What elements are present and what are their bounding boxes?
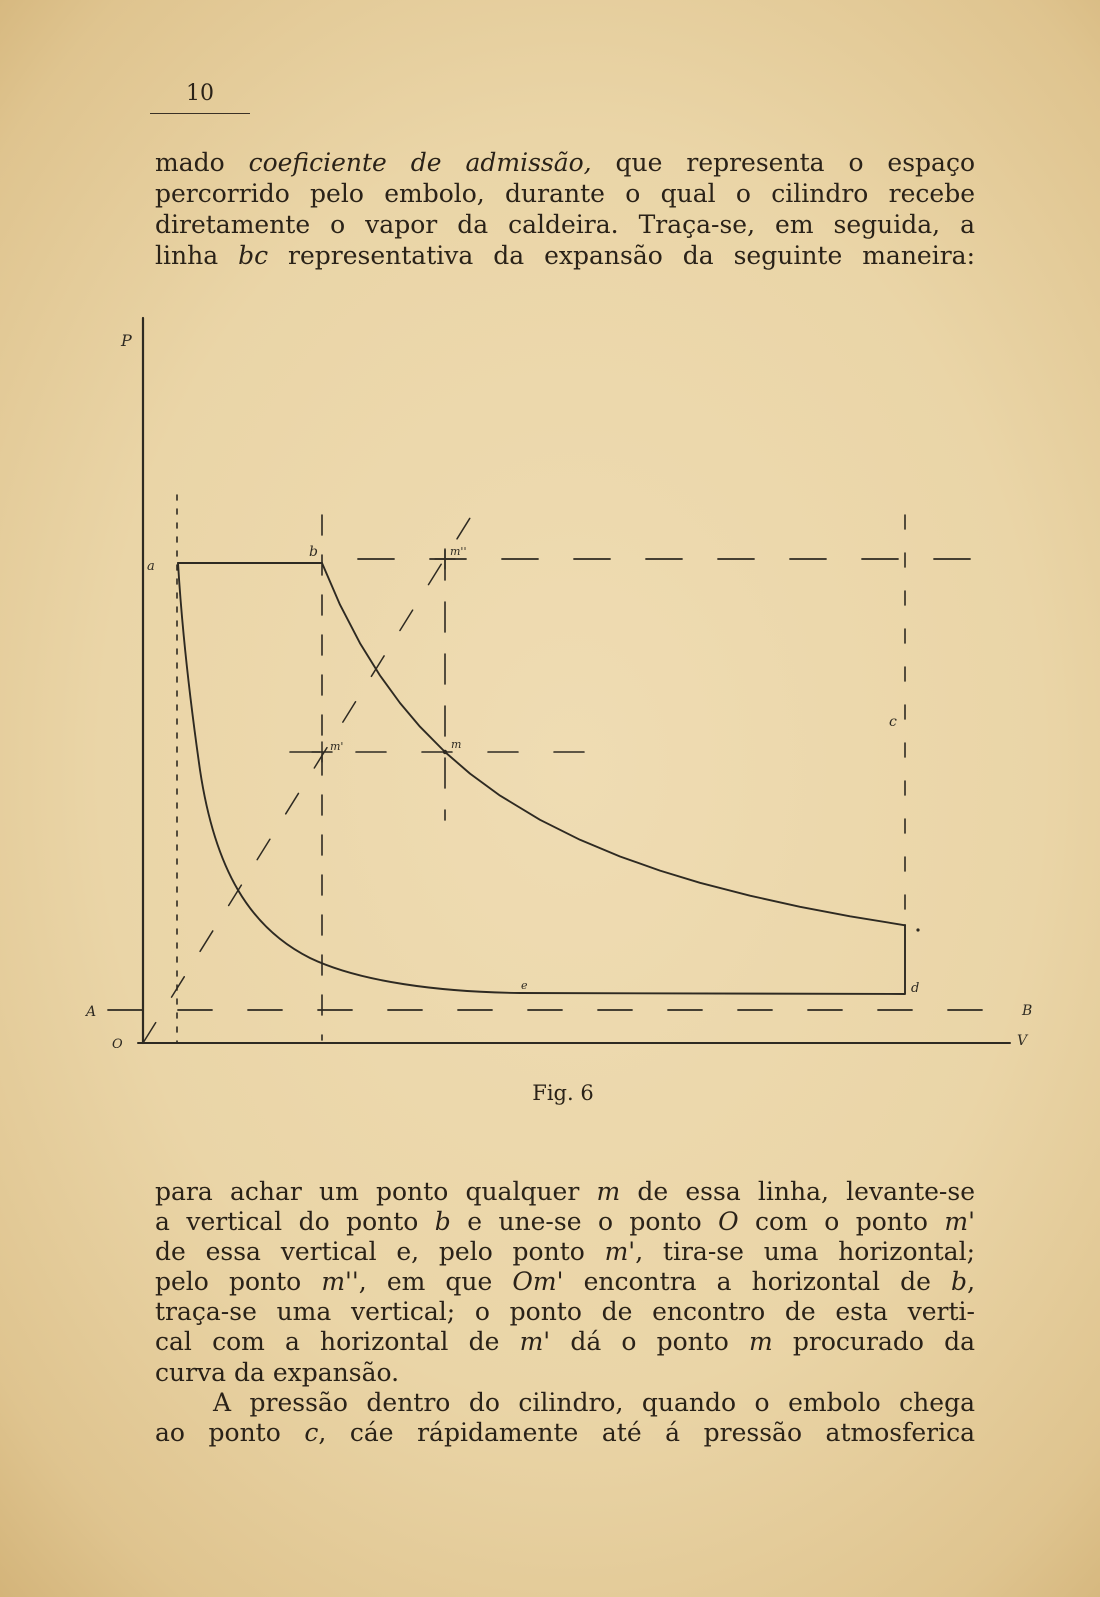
paragraph-1-line-4 (155, 240, 975, 271)
label-pressure-axis: P (121, 331, 132, 350)
text-run: , em que (358, 1267, 513, 1297)
paragraph-3-line-2 (155, 1418, 975, 1448)
label-b: b (309, 544, 318, 560)
text-run: A pressão dentro do cilindro, quando o embolo chega (213, 1387, 975, 1417)
text-run: encontra a horizontal de (563, 1267, 952, 1297)
paragraph-2-line-7 (155, 1358, 975, 1388)
text-run: com o ponto (738, 1207, 945, 1237)
cross-mark-m-prime (312, 742, 332, 762)
italic-term: m' (604, 1237, 636, 1267)
exhaust-compression-curve (178, 563, 905, 994)
italic-term: b (434, 1207, 451, 1237)
italic-term: m (596, 1177, 621, 1206)
paragraph-2-line-4 (155, 1267, 975, 1297)
text-run: curva da expansão. (155, 1357, 400, 1387)
point-m (443, 750, 447, 754)
text-run: mado (155, 148, 249, 177)
paragraph-1-line-3 (155, 209, 975, 240)
label-origin: O (112, 1037, 123, 1052)
italic-term: coeficiente de admissão, (248, 148, 592, 177)
italic-term: O (718, 1207, 739, 1237)
label-e: e (521, 979, 528, 992)
text-run: de essa vertical e, pelo ponto (155, 1237, 605, 1267)
text-run: , cáe rápidamente até á pressão atmosferica (318, 1417, 975, 1447)
italic-term: m'' (321, 1267, 359, 1297)
text-run: a vertical do ponto (155, 1207, 435, 1237)
text-run: pelo ponto (155, 1267, 322, 1297)
text-run: dá o ponto (550, 1327, 750, 1357)
diagonal-o-m-double-prime (143, 518, 470, 1043)
text-run: , (967, 1267, 976, 1297)
italic-term: m' (944, 1207, 975, 1237)
italic-term: Om' (512, 1267, 564, 1297)
label-d: d (911, 981, 920, 996)
indicator-diagram (0, 300, 1100, 1080)
label-a: a (147, 559, 155, 574)
text-run: para achar um ponto qualquer (155, 1177, 597, 1206)
paragraph-3-line-1 (155, 1388, 975, 1418)
paragraph-2 (155, 1177, 975, 1448)
italic-term: c (304, 1417, 319, 1447)
paragraph-1 (155, 147, 975, 271)
text-run: que representa o espaço (591, 148, 975, 177)
point-c (916, 928, 919, 931)
italic-term: m' (519, 1327, 551, 1357)
text-run: , tira-se uma horizontal; (635, 1237, 975, 1267)
paragraph-2-line-1 (155, 1177, 975, 1207)
italic-term: m (749, 1327, 773, 1357)
text-run: e une-se o ponto (450, 1207, 719, 1237)
text-run: percorrido pelo embolo, durante o qual o cilindro recebe (155, 179, 975, 208)
text-run: traça-se uma vertical; o ponto de encontro de esta verti- (155, 1297, 975, 1327)
paragraph-2-line-5 (155, 1297, 975, 1327)
text-run: representativa da expansão da seguinte maneira: (268, 241, 975, 270)
text-run: diretamente o vapor da caldeira. Traça-se, em seguida, a (155, 210, 975, 239)
paragraph-1-line-2 (155, 178, 975, 209)
text-run: ao ponto (155, 1417, 305, 1447)
label-atmospheric-a: A (86, 1004, 97, 1020)
paragraph-1-line-1 (155, 147, 975, 178)
label-m: m (451, 738, 462, 751)
paragraph-2-line-6 (155, 1327, 975, 1357)
label-m-double-prime: m'' (450, 545, 467, 558)
figure-caption: Fig. 6 (532, 1081, 594, 1105)
text-run: procurado da (772, 1327, 976, 1357)
text-run: linha (155, 241, 239, 270)
label-atmospheric-b: B (1022, 1003, 1033, 1019)
label-c: c (889, 714, 897, 730)
text-run: de essa linha, levante-se (620, 1177, 975, 1206)
text-run: cal com a horizontal de (155, 1327, 520, 1357)
paragraph-2-line-3 (155, 1237, 975, 1267)
label-volume-axis: V (1017, 1033, 1028, 1049)
label-m-prime: m' (330, 740, 344, 753)
expansion-curve (322, 563, 905, 925)
italic-term: b (951, 1267, 968, 1297)
italic-term: bc (238, 241, 269, 270)
page-number: 10 (150, 80, 250, 114)
paragraph-2-line-2 (155, 1207, 975, 1237)
